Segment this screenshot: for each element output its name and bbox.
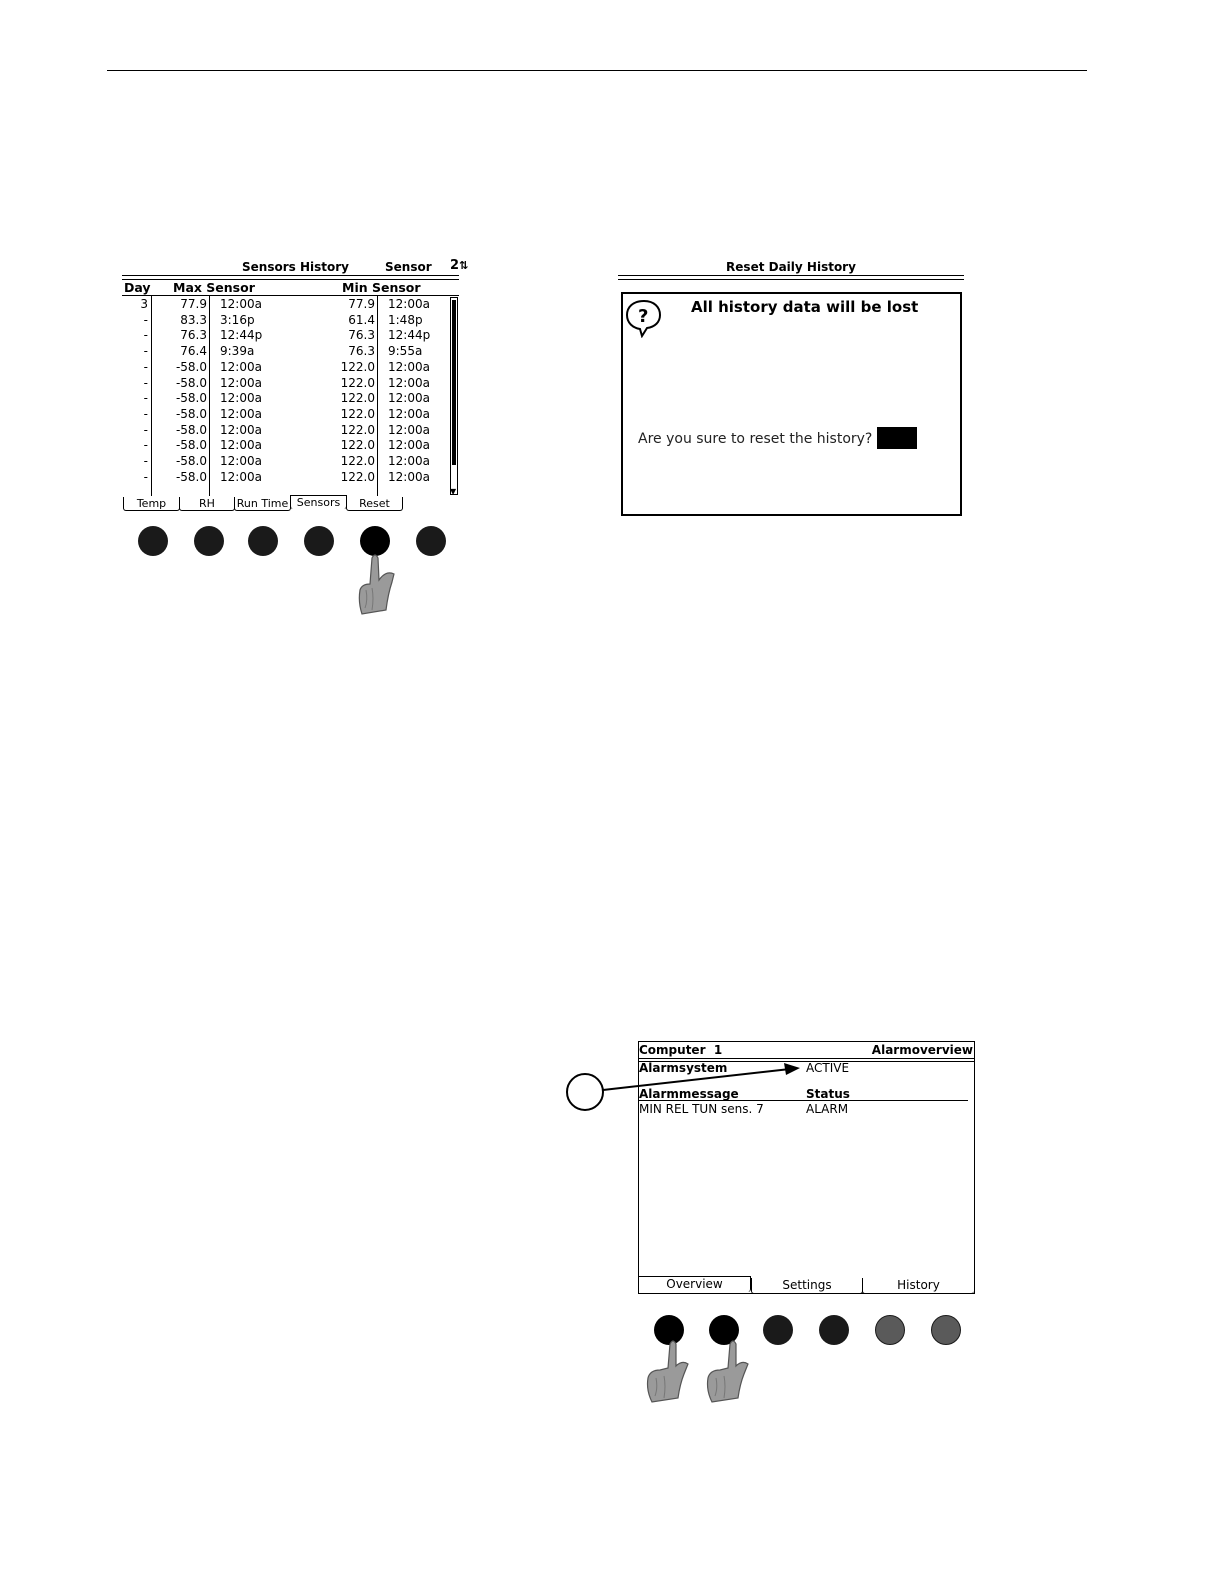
- reset-confirm-dialog: [621, 292, 962, 516]
- softkey-3-button[interactable]: [763, 1315, 793, 1345]
- max-value-cell: 76.4: [180, 344, 207, 359]
- alarm-overview-title: Alarmoverview: [871, 1043, 973, 1057]
- day-cell: -: [143, 359, 148, 374]
- max-time-cell: 12:00a: [220, 406, 262, 421]
- question-bubble-icon: [625, 298, 663, 338]
- max-value-cell: 77.9: [180, 297, 207, 311]
- day-cell: -: [143, 438, 148, 453]
- day-cell: -: [143, 454, 148, 468]
- day-cell: 3: [140, 297, 148, 311]
- reset-history-title: Reset Daily History: [726, 260, 856, 274]
- min-time-cell: 12:00a: [388, 297, 430, 311]
- alarm-tab-bar: [639, 1278, 974, 1294]
- alarm-list-item[interactable]: [639, 1102, 969, 1117]
- sensor-number: 2: [450, 258, 460, 273]
- confirm-reset-button[interactable]: [877, 427, 917, 449]
- reset-question-text: Are you sure to reset the history?: [638, 431, 873, 447]
- alarm-overview-header: [639, 1042, 974, 1058]
- sensors-history-header: [122, 258, 469, 276]
- min-time-cell: 1:48p: [388, 312, 423, 327]
- sensors-column-headers: [122, 280, 462, 295]
- alarmsystem-status-value[interactable]: ACTIVE: [806, 1061, 850, 1075]
- table-row: [122, 422, 452, 438]
- max-time-cell: 12:00a: [220, 297, 262, 311]
- day-cell: -: [143, 469, 148, 484]
- sensor-label: Sensor: [385, 260, 432, 274]
- min-value-cell: 77.9: [348, 297, 375, 311]
- tab-temp[interactable]: Temp: [123, 497, 180, 511]
- max-time-cell: 12:00a: [220, 422, 262, 437]
- day-cell: -: [143, 328, 148, 343]
- max-time-cell: 3:16p: [220, 312, 255, 327]
- sensor-selector[interactable]: [450, 258, 468, 273]
- max-value-cell: -58.0: [175, 454, 207, 468]
- alarm-list-rule: [639, 1100, 968, 1101]
- pointing-hand-icon: [352, 550, 404, 620]
- max-time-cell: 12:00a: [220, 359, 262, 374]
- table-row: [122, 406, 452, 422]
- softkey-2-button[interactable]: [194, 526, 224, 556]
- max-value-cell: 76.3: [180, 328, 207, 343]
- alarm-status: ALARM: [806, 1102, 849, 1116]
- day-cell: -: [143, 344, 148, 359]
- day-cell: -: [143, 312, 148, 327]
- alarmsystem-label: Alarmsystem: [639, 1061, 728, 1075]
- min-sensor-column-header: Min Sensor: [342, 280, 421, 295]
- tab-settings[interactable]: Settings: [751, 1278, 863, 1294]
- min-time-cell: 12:00a: [388, 391, 430, 406]
- min-time-cell: 12:00a: [388, 375, 430, 390]
- max-time-cell: 12:00a: [220, 391, 262, 406]
- softkey-1-button[interactable]: [138, 526, 168, 556]
- min-value-cell: 122.0: [340, 391, 375, 406]
- min-value-cell: 122.0: [340, 422, 375, 437]
- softkey-3-button[interactable]: [248, 526, 278, 556]
- max-sensor-column-header: Max Sensor: [173, 280, 255, 295]
- max-value-cell: -58.0: [175, 391, 207, 406]
- max-time-cell: 9:39a: [220, 344, 255, 359]
- table-row: [122, 312, 452, 328]
- softkey-6-button[interactable]: [931, 1315, 961, 1345]
- min-value-cell: 61.4: [348, 312, 375, 327]
- scrollbar-thumb[interactable]: [452, 300, 456, 465]
- table-scrollbar[interactable]: [450, 297, 458, 495]
- min-value-cell: 122.0: [340, 406, 375, 421]
- max-value-cell: -58.0: [175, 422, 207, 437]
- tab-run-time[interactable]: Run Time: [234, 497, 291, 511]
- sensors-history-title: Sensors History: [242, 260, 349, 274]
- tab-rh[interactable]: RH: [179, 497, 235, 511]
- table-row: [122, 327, 452, 343]
- day-cell: -: [143, 422, 148, 437]
- min-time-cell: 12:00a: [388, 359, 430, 374]
- min-time-cell: 12:00a: [388, 469, 430, 484]
- table-row: [122, 343, 452, 359]
- callout-circle: [566, 1073, 604, 1111]
- softkey-6-button[interactable]: [416, 526, 446, 556]
- up-down-arrows-icon: ⇅: [459, 259, 469, 272]
- max-value-cell: -58.0: [175, 406, 207, 421]
- min-time-cell: 12:44p: [388, 328, 431, 343]
- min-value-cell: 122.0: [340, 469, 375, 484]
- day-cell: -: [143, 406, 148, 421]
- table-row: [122, 453, 452, 469]
- status-column-header: Status: [806, 1087, 850, 1101]
- max-value-cell: 83.3: [180, 312, 207, 327]
- softkey-4-button[interactable]: [304, 526, 334, 556]
- min-time-cell: 12:00a: [388, 454, 430, 468]
- min-value-cell: 76.3: [348, 344, 375, 359]
- sensors-history-table: [122, 296, 459, 496]
- day-cell: -: [143, 391, 148, 406]
- reset-warning-message: All history data will be lost: [691, 298, 919, 316]
- max-value-cell: -58.0: [175, 469, 207, 484]
- table-row: [122, 390, 452, 406]
- computer-label: Computer 1: [639, 1043, 723, 1057]
- max-time-cell: 12:00a: [220, 469, 262, 484]
- min-value-cell: 122.0: [340, 438, 375, 453]
- tab-reset[interactable]: Reset: [346, 497, 403, 511]
- max-time-cell: 12:00a: [220, 438, 262, 453]
- day-cell: -: [143, 375, 148, 390]
- pointing-hand-icon: [640, 1338, 692, 1406]
- min-time-cell: 9:55a: [388, 344, 423, 359]
- min-value-cell: 76.3: [348, 328, 375, 343]
- max-value-cell: -58.0: [175, 375, 207, 390]
- callout-arrow-icon: [600, 1060, 810, 1100]
- pointing-hand-icon: [700, 1338, 752, 1406]
- max-time-cell: 12:00a: [220, 454, 262, 468]
- min-value-cell: 122.0: [340, 375, 375, 390]
- max-time-cell: 12:00a: [220, 375, 262, 390]
- table-row: [122, 469, 452, 485]
- softkey-4-button[interactable]: [819, 1315, 849, 1345]
- alarmmessage-column-header: Alarmmessage: [639, 1087, 739, 1101]
- alarm-message: MIN REL TUN sens. 7: [639, 1102, 764, 1116]
- softkey-5-button[interactable]: [875, 1315, 905, 1345]
- day-column-header: Day: [124, 280, 151, 295]
- sensors-tab-bar: [122, 497, 412, 513]
- tab-history[interactable]: History: [862, 1278, 974, 1294]
- table-row: [122, 437, 452, 453]
- min-time-cell: 12:00a: [388, 422, 430, 437]
- page-top-rule: [107, 70, 1087, 71]
- tab-sensors[interactable]: Sensors: [290, 495, 347, 509]
- reset-header-double-rule: [618, 275, 964, 280]
- min-value-cell: 122.0: [340, 359, 375, 374]
- max-value-cell: -58.0: [175, 359, 207, 374]
- min-time-cell: 12:00a: [388, 438, 430, 453]
- min-time-cell: 12:00a: [388, 406, 430, 421]
- tab-overview[interactable]: Overview: [639, 1276, 751, 1292]
- question-glyph: ?: [638, 306, 649, 327]
- scroll-down-arrow-icon[interactable]: ▼: [450, 487, 457, 496]
- table-row: [122, 296, 452, 312]
- table-row: [122, 375, 452, 391]
- min-value-cell: 122.0: [340, 454, 375, 468]
- table-row: [122, 359, 452, 375]
- max-time-cell: 12:44p: [220, 328, 263, 343]
- max-value-cell: -58.0: [175, 438, 207, 453]
